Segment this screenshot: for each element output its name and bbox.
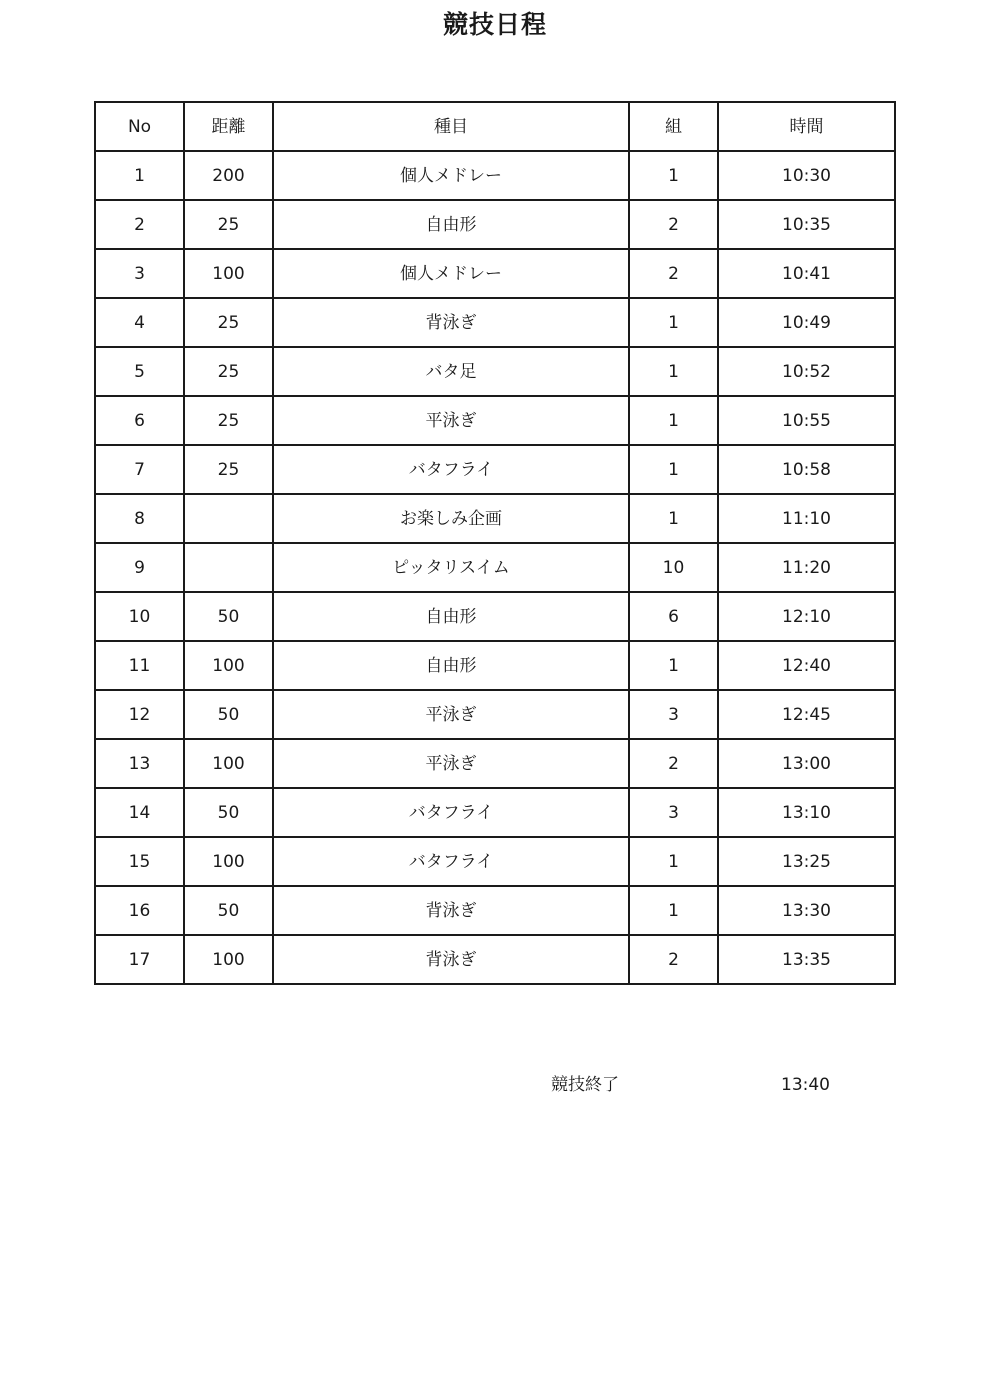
table-row — [95, 641, 895, 690]
cell-event: 平泳ぎ — [273, 739, 629, 788]
cell-distance: 25 — [184, 200, 273, 249]
cell-time: 11:20 — [718, 543, 895, 592]
cell-time: 10:49 — [718, 298, 895, 347]
cell-event: バタ足 — [273, 347, 629, 396]
table-row — [95, 445, 895, 494]
cell-event: 自由形 — [273, 592, 629, 641]
cell-distance: 100 — [184, 641, 273, 690]
table-row — [95, 886, 895, 935]
cell-time: 12:40 — [718, 641, 895, 690]
cell-time: 10:52 — [718, 347, 895, 396]
cell-time: 10:58 — [718, 445, 895, 494]
cell-no: 11 — [95, 641, 184, 690]
cell-event: 自由形 — [273, 200, 629, 249]
cell-no: 17 — [95, 935, 184, 984]
table-row — [95, 396, 895, 445]
cell-distance: 100 — [184, 249, 273, 298]
cell-no: 9 — [95, 543, 184, 592]
cell-distance — [184, 543, 273, 592]
cell-no: 12 — [95, 690, 184, 739]
cell-heat: 1 — [629, 837, 718, 886]
schedule-body — [95, 151, 895, 984]
cell-heat: 2 — [629, 935, 718, 984]
cell-heat: 1 — [629, 445, 718, 494]
cell-heat: 3 — [629, 788, 718, 837]
cell-distance: 25 — [184, 347, 273, 396]
cell-no: 1 — [95, 151, 184, 200]
header-row — [95, 102, 895, 151]
cell-heat: 1 — [629, 396, 718, 445]
cell-heat: 1 — [629, 886, 718, 935]
cell-event: 背泳ぎ — [273, 886, 629, 935]
cell-time: 13:10 — [718, 788, 895, 837]
cell-heat: 1 — [629, 641, 718, 690]
cell-heat: 10 — [629, 543, 718, 592]
schedule-table — [94, 101, 896, 985]
cell-event: 平泳ぎ — [273, 396, 629, 445]
header-heat: 組 — [629, 102, 718, 151]
table-row — [95, 494, 895, 543]
header-distance: 距離 — [184, 102, 273, 151]
cell-event: ピッタリスイム — [273, 543, 629, 592]
cell-distance: 50 — [184, 886, 273, 935]
cell-no: 16 — [95, 886, 184, 935]
cell-distance: 100 — [184, 935, 273, 984]
cell-time: 10:55 — [718, 396, 895, 445]
cell-distance: 200 — [184, 151, 273, 200]
cell-time: 11:10 — [718, 494, 895, 543]
table-row — [95, 151, 895, 200]
cell-event: バタフライ — [273, 445, 629, 494]
cell-distance: 25 — [184, 445, 273, 494]
cell-no: 8 — [95, 494, 184, 543]
cell-event: 個人メドレー — [273, 151, 629, 200]
cell-distance — [184, 494, 273, 543]
header-time: 時間 — [718, 102, 895, 151]
cell-no: 6 — [95, 396, 184, 445]
cell-event: 平泳ぎ — [273, 690, 629, 739]
cell-event: お楽しみ企画 — [273, 494, 629, 543]
cell-event: 背泳ぎ — [273, 298, 629, 347]
cell-no: 4 — [95, 298, 184, 347]
cell-heat: 2 — [629, 739, 718, 788]
cell-time: 13:35 — [718, 935, 895, 984]
page-title: 競技日程 — [442, 10, 547, 39]
end-time: 13:40 — [781, 1075, 830, 1095]
cell-event: バタフライ — [273, 788, 629, 837]
table-row — [95, 200, 895, 249]
cell-time: 10:30 — [718, 151, 895, 200]
table-row — [95, 690, 895, 739]
table-row — [95, 837, 895, 886]
table-row — [95, 543, 895, 592]
cell-time: 13:00 — [718, 739, 895, 788]
header-event: 種目 — [273, 102, 629, 151]
cell-heat: 2 — [629, 249, 718, 298]
table-row — [95, 298, 895, 347]
cell-distance: 100 — [184, 837, 273, 886]
table-row — [95, 592, 895, 641]
cell-time: 12:10 — [718, 592, 895, 641]
cell-distance: 25 — [184, 396, 273, 445]
cell-distance: 50 — [184, 592, 273, 641]
cell-time: 12:45 — [718, 690, 895, 739]
table-row — [95, 739, 895, 788]
cell-event: 個人メドレー — [273, 249, 629, 298]
cell-distance: 100 — [184, 739, 273, 788]
cell-no: 13 — [95, 739, 184, 788]
cell-heat: 1 — [629, 151, 718, 200]
cell-heat: 2 — [629, 200, 718, 249]
cell-no: 14 — [95, 788, 184, 837]
table-row — [95, 347, 895, 396]
table-row — [95, 935, 895, 984]
cell-distance: 50 — [184, 690, 273, 739]
cell-heat: 3 — [629, 690, 718, 739]
cell-heat: 1 — [629, 494, 718, 543]
cell-time: 13:25 — [718, 837, 895, 886]
cell-heat: 1 — [629, 347, 718, 396]
cell-event: バタフライ — [273, 837, 629, 886]
cell-no: 15 — [95, 837, 184, 886]
header-no: No — [95, 102, 184, 151]
cell-time: 10:35 — [718, 200, 895, 249]
cell-heat: 6 — [629, 592, 718, 641]
cell-heat: 1 — [629, 298, 718, 347]
cell-no: 7 — [95, 445, 184, 494]
cell-time: 13:30 — [718, 886, 895, 935]
cell-distance: 50 — [184, 788, 273, 837]
end-label: 競技終了 — [551, 1075, 619, 1095]
cell-no: 3 — [95, 249, 184, 298]
cell-time: 10:41 — [718, 249, 895, 298]
table-row — [95, 249, 895, 298]
cell-no: 2 — [95, 200, 184, 249]
cell-event: 自由形 — [273, 641, 629, 690]
cell-distance: 25 — [184, 298, 273, 347]
cell-event: 背泳ぎ — [273, 935, 629, 984]
cell-no: 10 — [95, 592, 184, 641]
table-row — [95, 788, 895, 837]
cell-no: 5 — [95, 347, 184, 396]
